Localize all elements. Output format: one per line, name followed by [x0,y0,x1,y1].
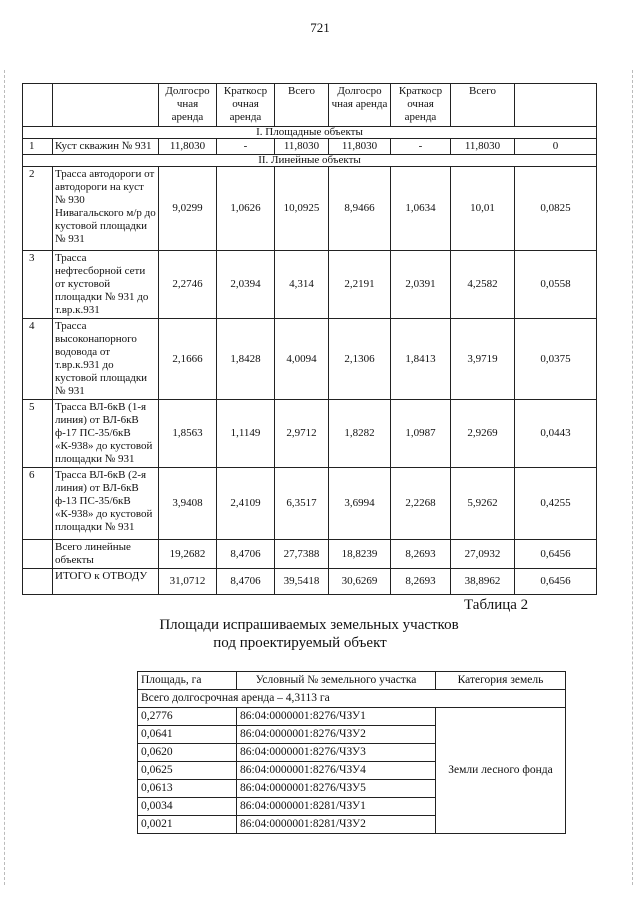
value-cell: 1,8413 [391,319,451,400]
table2-title-line2: под проектируемый объект [213,635,387,651]
value-cell: 39,5418 [275,569,329,595]
value-cell: 2,1666 [159,319,217,400]
table-header-row [23,84,597,127]
value-cell: 11,8030 [329,139,391,155]
header-category: Категория земель [436,672,566,690]
header-cell [23,84,53,127]
header-long-term-2: Долгосро чная аренда [329,84,391,127]
parcel-number-cell: 86:04:0000001:8281/ЧЗУ1 [237,798,436,816]
parcel-number-cell: 86:04:0000001:8276/ЧЗУ4 [237,762,436,780]
value-cell: 0,6456 [515,569,597,595]
table2-label: Таблица 2 [464,597,529,613]
section-row [23,127,597,139]
value-cell: 8,9466 [329,167,391,251]
value-cell: 2,1306 [329,319,391,400]
area-cell: 0,0625 [138,762,237,780]
value-cell: 3,9408 [159,468,217,540]
value-cell: 8,4706 [217,569,275,595]
value-cell: 27,7388 [275,540,329,569]
value-cell: 2,9712 [275,400,329,468]
row-number: 3 [23,251,53,319]
table-row [23,167,597,251]
row-number: 4 [23,319,53,400]
scan-edge-left [4,70,5,885]
value-cell: 3,9719 [451,319,515,400]
value-cell: 2,0394 [217,251,275,319]
value-cell: 4,0094 [275,319,329,400]
header-long-term-1: Долгосро чная аренда [159,84,217,127]
subheader-row [138,690,566,708]
table-row [23,540,597,569]
header-area: Площадь, га [138,672,237,690]
value-cell: 38,8962 [451,569,515,595]
object-name: Трасса ВЛ-6кВ (1-я линия) от ВЛ-6кВ ф-17 ПС-35/6кВ «К-938» до кустовой площадки № 931 [53,400,159,468]
value-cell: 1,8428 [217,319,275,400]
value-cell: 0,0443 [515,400,597,468]
value-cell: 2,2191 [329,251,391,319]
table-row [23,319,597,400]
value-cell: 4,2582 [451,251,515,319]
object-name: Трасса ВЛ-6кВ (2-я линия) от ВЛ-6кВ ф-13 ПС-35/6кВ «К-938» до кустовой площадки № 931 [53,468,159,540]
header-total-1: Всего [275,84,329,127]
value-cell: 2,2746 [159,251,217,319]
value-cell: 1,0634 [391,167,451,251]
row-number: 2 [23,167,53,251]
value-cell: 30,6269 [329,569,391,595]
object-name: ИТОГО к ОТВОДУ [53,569,159,595]
table2-title [0,616,640,652]
row-number [23,569,53,595]
value-cell: 4,314 [275,251,329,319]
area-cell: 0,2776 [138,708,237,726]
area-cell: 0,0034 [138,798,237,816]
value-cell: 2,4109 [217,468,275,540]
value-cell: 6,3517 [275,468,329,540]
area-cell: 0,0641 [138,726,237,744]
parcel-number-cell: 86:04:0000001:8276/ЧЗУ2 [237,726,436,744]
row-number: 1 [23,139,53,155]
header-cell [515,84,597,127]
table-row [23,139,597,155]
parcel-number-cell: 86:04:0000001:8276/ЧЗУ3 [237,744,436,762]
object-name: Трасса автодороги от автодороги на куст № 930 Нивагальского м/р до кустовой площадки № 931 [53,167,159,251]
parcel-number-cell: 86:04:0000001:8281/ЧЗУ2 [237,816,436,834]
value-cell: 0,0825 [515,167,597,251]
object-name: Трасса нефтесборной сети от кустовой площадки № 931 до т.вр.к.931 [53,251,159,319]
row-number: 6 [23,468,53,540]
value-cell: - [217,139,275,155]
table-row [23,251,597,319]
value-cell: 1,0987 [391,400,451,468]
section-title: II. Линейные объекты [23,155,597,167]
value-cell: 8,2693 [391,540,451,569]
subheader-total: Всего долгосрочная аренда – 4,3113 га [138,690,566,708]
scan-edge-right [632,70,633,885]
table-header-row [138,672,566,690]
value-cell: 0,6456 [515,540,597,569]
value-cell: 5,9262 [451,468,515,540]
value-cell: 0,0558 [515,251,597,319]
value-cell: 2,0391 [391,251,451,319]
value-cell: 10,01 [451,167,515,251]
header-total-2: Всего [451,84,515,127]
row-number: 5 [23,400,53,468]
header-short-term-2: Краткоср очная аренда [391,84,451,127]
value-cell: 2,9269 [451,400,515,468]
page-number: 721 [310,20,330,35]
value-cell: 8,2693 [391,569,451,595]
value-cell: 9,0299 [159,167,217,251]
value-cell: 0 [515,139,597,155]
row-number [23,540,53,569]
value-cell: 11,8030 [275,139,329,155]
section-title: I. Площадные объекты [23,127,597,139]
land-parcels-table [137,671,566,834]
section-row [23,155,597,167]
header-short-term-1: Краткоср очная аренда [217,84,275,127]
value-cell: 27,0932 [451,540,515,569]
object-name: Трасса высоконапорного водовода от т.вр.к.931 до кустовой площадки № 931 [53,319,159,400]
table-row [23,569,597,595]
value-cell: 11,8030 [159,139,217,155]
value-cell: 1,8563 [159,400,217,468]
area-cell: 0,0613 [138,780,237,798]
value-cell: 31,0712 [159,569,217,595]
parcel-number-cell: 86:04:0000001:8276/ЧЗУ5 [237,780,436,798]
header-cell [53,84,159,127]
value-cell: 0,4255 [515,468,597,540]
object-name: Куст скважин № 931 [53,139,159,155]
table2-title-line1: Площади испрашиваемых земельных участков [159,617,459,633]
value-cell: 1,1149 [217,400,275,468]
header-parcel: Условный № земельного участка [237,672,436,690]
table-row [23,468,597,540]
area-cell: 0,0620 [138,744,237,762]
land-category-cell: Земли лесного фонда [436,708,566,834]
value-cell: 8,4706 [217,540,275,569]
value-cell: 18,8239 [329,540,391,569]
object-name: Всего линейные объекты [53,540,159,569]
value-cell: 1,8282 [329,400,391,468]
value-cell: 2,2268 [391,468,451,540]
table-row [138,708,566,726]
value-cell: - [391,139,451,155]
value-cell: 11,8030 [451,139,515,155]
area-cell: 0,0021 [138,816,237,834]
table-row [23,400,597,468]
parcel-number-cell: 86:04:0000001:8276/ЧЗУ1 [237,708,436,726]
land-area-table [22,83,597,595]
value-cell: 3,6994 [329,468,391,540]
value-cell: 0,0375 [515,319,597,400]
value-cell: 1,0626 [217,167,275,251]
value-cell: 10,0925 [275,167,329,251]
value-cell: 19,2682 [159,540,217,569]
